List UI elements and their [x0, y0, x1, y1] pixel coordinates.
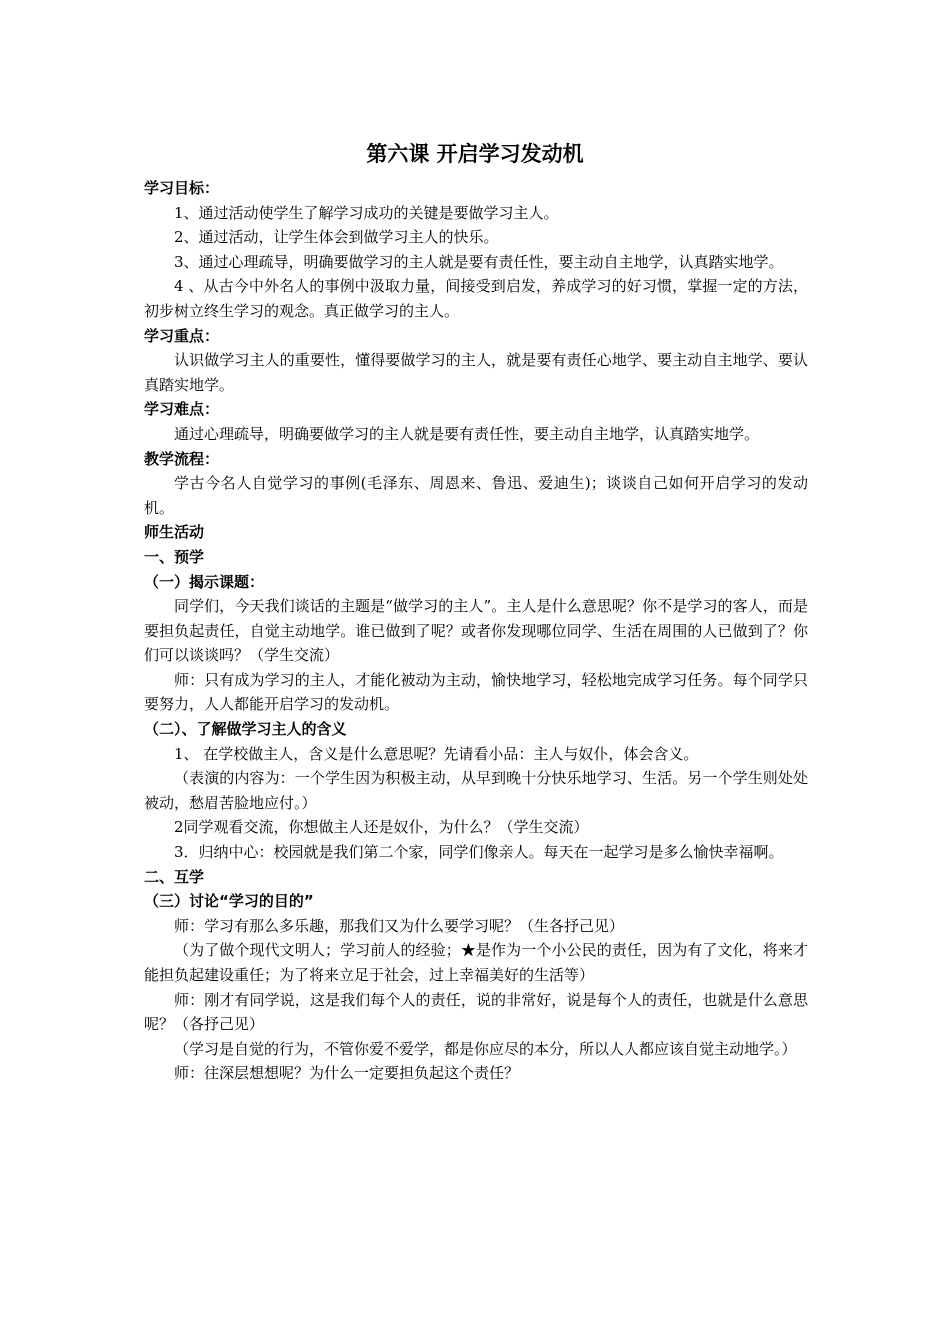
section-heading: 学习重点： — [144, 326, 220, 345]
paragraph: 1、 在学校做主人，含义是什么意思呢？先请看小品：主人与奴仆，体会含义。 — [174, 744, 699, 763]
paragraph: 3、通过心理疏导，明确要做学习的主人就是要有责任性，要主动自主地学，认真踏实地学。 — [174, 252, 784, 271]
paragraph: 师：只有成为学习的主人，才能化被动为主动，愉快地学习，轻松地完成学习任务。每个同学只要努力，人人都能开启学习的发动机。 — [144, 670, 808, 714]
page-title: 第六课 开启学习发动机 — [366, 142, 584, 166]
section-heading: 教学流程： — [144, 449, 220, 468]
paragraph: 同学们，今天我们谈话的主题是“做学习的主人”。主人是什么意思呢？你不是学习的客人，而是要担负起责任，自觉主动地学。谁已做到了呢？或者你发现哪位同学、生活在周围的人已做到了？你们可以谈谈吗？（学生交流） — [144, 597, 808, 665]
section-heading: 学习目标： — [144, 179, 220, 197]
paragraph: （表演的内容为：一个学生因为积极主动，从早到晚十分快乐地学习、生活。另一个学生则处处被动，愁眉苦脸地应付。） — [144, 769, 808, 812]
paragraph: 2同学观看交流，你想做主人还是奴仆，为什么？（学生交流） — [174, 818, 589, 837]
paragraph: 师：刚才有同学说，这是我们每个人的责任，说的非常好，说是每个人的责任，也就是什么意思呢？（各抒己见） — [144, 990, 808, 1034]
paragraph: （学习是自觉的行为，不管你爱不爱学，都是你应尽的本分，所以人人都应该自觉主动地学。） — [174, 1039, 797, 1058]
paragraph: 师：学习有那么多乐趣，那我们又为什么要学习呢？（生各抒己见） — [174, 916, 625, 935]
paragraph: 4 、从古今中外名人的事例中汲取力量，间接受到启发，养成学习的好习惯，掌握一定的方法，初步树立终生学习的观念。真正做学习的主人。 — [144, 277, 808, 320]
paragraph: 师：往深层想想呢？为什么一定要担负起这个责任？ — [174, 1064, 520, 1083]
paragraph: 通过心理疏导，明确要做学习的主人就是要有责任性，要主动自主地学，认真踏实地学。 — [174, 424, 760, 443]
paragraph: 2、通过活动，让学生体会到做学习主人的快乐。 — [174, 228, 499, 247]
section-heading: （三）讨论“学习的目的” — [144, 892, 314, 911]
section-heading: 学习难点： — [144, 400, 220, 419]
section-heading: （二）、了解做学习主人的含义 — [144, 720, 347, 739]
paragraph: 1、通过活动使学生了解学习成功的关键是要做学习主人。 — [174, 203, 559, 222]
paragraph: 学古今名人自觉学习的事例(毛泽东、周恩来、鲁迅、爱迪生)；谈谈自己如何开启学习的发动机。 — [144, 474, 808, 517]
section-heading: 一、预学 — [144, 547, 205, 566]
section-heading: 二、互学 — [144, 867, 205, 886]
section-heading: 师生活动 — [144, 523, 205, 542]
paragraph: （为了做个现代文明人；学习前人的经验；★是作为一个小公民的责任，因为有了文化，将来才能担负起建设重任；为了将来立足于社会，过上幸福美好的生活等） — [144, 941, 808, 984]
paragraph: 3．归纳中心：校园就是我们第二个家，同学们像亲人。每天在一起学习是多么愉快幸福啊。 — [174, 843, 784, 862]
section-heading: （一）揭示课题： — [144, 572, 265, 591]
paragraph: 认识做学习主人的重要性，懂得要做学习的主人，就是要有责任心地学、要主动自主地学、要认真踏实地学。 — [144, 351, 808, 394]
document-body — [144, 176, 808, 1086]
